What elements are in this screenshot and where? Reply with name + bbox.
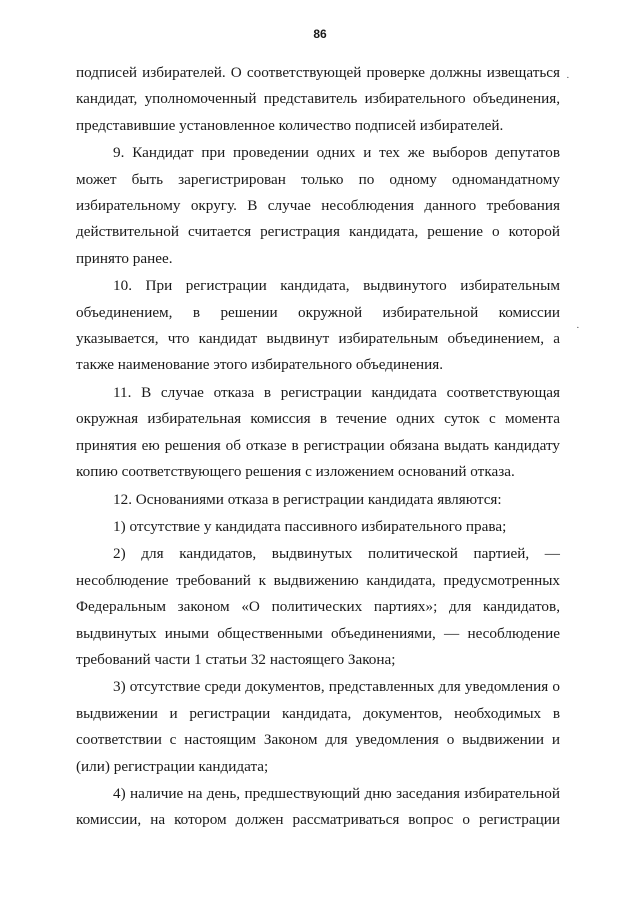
paragraph-item-11: 11. В случае отказа в регистрации кандидата соответствующая окружная избирательная комиссия в течение одних суток с момента принятия ею решения об отказе в регистрации обязана выдать кандидату копию соответствующего решения с изложением оснований отказа.	[76, 383, 560, 481]
paragraph-item-12: 12. Основаниями отказа в регистрации кандидата являются:	[113, 490, 502, 508]
paragraph-item-9: 9. Кандидат при проведении одних и тех же выборов депутатов может быть зарегистрирован только по одному одномандатному избирательному округу. В случае несоблюдения данного требования действительной считается регистрация кандидата, решение о которой принято ранее.	[76, 144, 560, 267]
paragraph-item-10: 10. При регистрации кандидата, выдвинутого избирательным объединением, в решении окружной избирательной комиссии указывается, что кандидат выдвинут избирательным объединением, а также наименование этого избирательного объединения.	[76, 277, 560, 374]
scan-mark: ·	[576, 322, 580, 334]
list-item-12-3: 3) отсутствие среди документов, представленных для уведомления о выдвижении и регистрации кандидата, документов, необходимых в соответствии с настоящим Законом для уведомления о выдвижении и (или) регистрации кандидата;	[76, 678, 560, 775]
page-number: 86	[313, 27, 327, 41]
list-item-12-4: 4) наличие на день, предшествующий дню заседания избирательной комиссии, на котором должен рассматриваться вопрос о регистрации	[76, 784, 560, 829]
list-item-12-1: 1) отсутствие у кандидата пассивного избирательного права;	[113, 517, 507, 535]
document-body	[76, 60, 560, 834]
list-item-12-2: 2) для кандидатов, выдвинутых политической партией, — несоблюдение требований к выдвижению кандидата, предусмотренных Федеральным законом «О политических партиях»; для кандидатов, выдвинутых иными общественными объединениями, — несоблюдение требований части 1 статьи 32 настоящего Закона;	[76, 545, 560, 668]
paragraph-continuation: подписей избирателей. О соответствующей проверке должны извещаться кандидат, уполномоченный представитель избирательного объединения, представившие установленное количество подписей избирателей.	[76, 64, 560, 134]
scan-mark: ·	[566, 72, 570, 84]
